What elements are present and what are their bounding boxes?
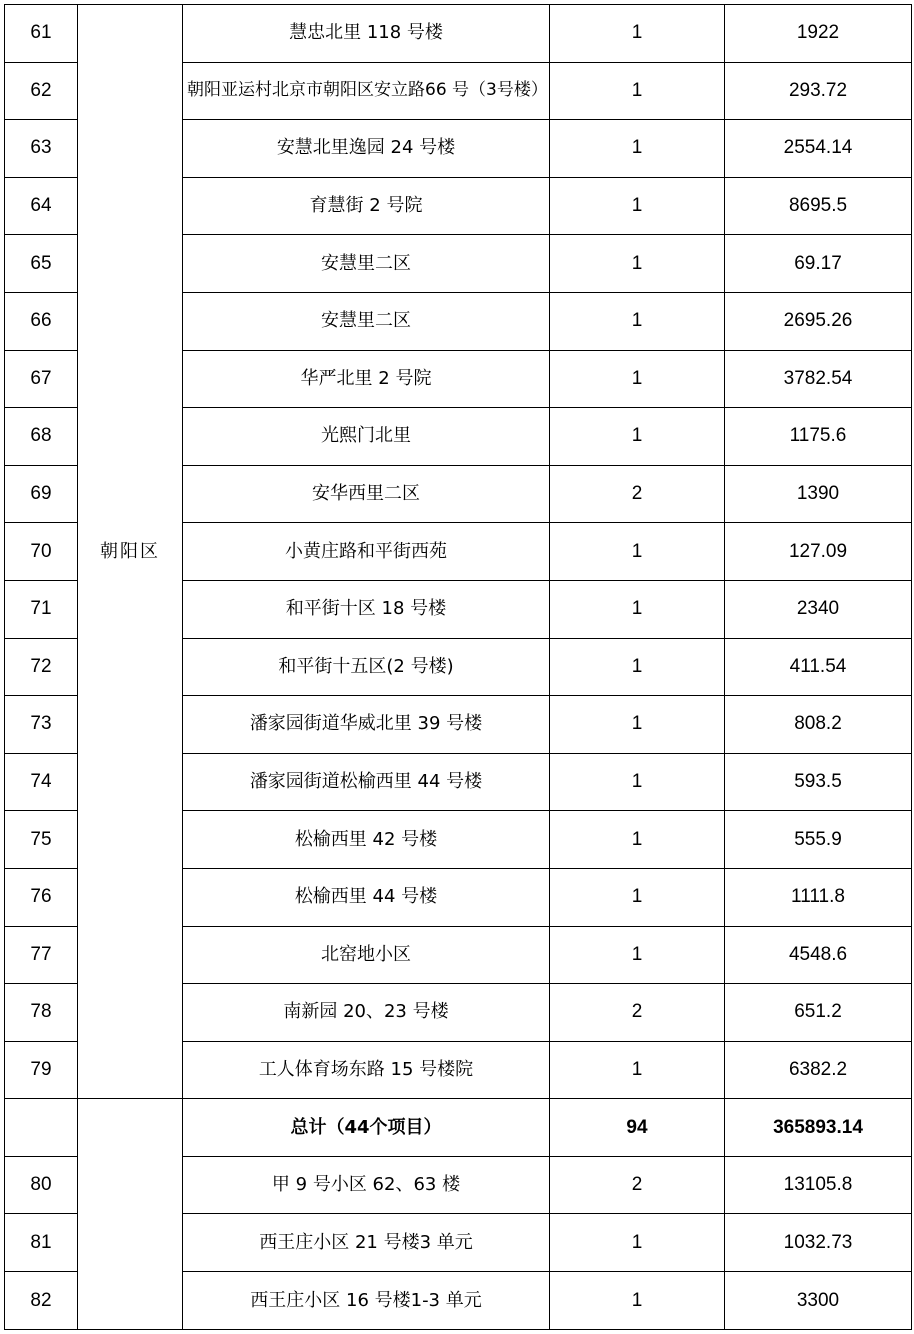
row-number: 62 bbox=[5, 62, 78, 120]
unit-count: 1 bbox=[550, 292, 725, 350]
area-value: 808.2 bbox=[725, 696, 912, 754]
unit-count: 1 bbox=[550, 1041, 725, 1099]
total-area: 365893.14 bbox=[725, 1099, 912, 1157]
row-number: 64 bbox=[5, 177, 78, 235]
area-value: 4548.6 bbox=[725, 926, 912, 984]
project-name: 华严北里 2 号院 bbox=[183, 350, 550, 408]
total-row bbox=[5, 1099, 912, 1157]
row-number: 73 bbox=[5, 696, 78, 754]
project-name: 光熙门北里 bbox=[183, 408, 550, 466]
project-name: 和平街十五区(2 号楼) bbox=[183, 638, 550, 696]
district-cell: 朝阳区 bbox=[78, 5, 183, 1099]
unit-count: 1 bbox=[550, 926, 725, 984]
row-number: 68 bbox=[5, 408, 78, 466]
row-number: 66 bbox=[5, 292, 78, 350]
area-value: 3300 bbox=[725, 1272, 912, 1330]
unit-count: 1 bbox=[550, 1272, 725, 1330]
row-number: 65 bbox=[5, 235, 78, 293]
unit-count: 1 bbox=[550, 580, 725, 638]
unit-count: 1 bbox=[550, 5, 725, 63]
project-name: 工人体育场东路 15 号楼院 bbox=[183, 1041, 550, 1099]
row-number: 67 bbox=[5, 350, 78, 408]
area-value: 1390 bbox=[725, 465, 912, 523]
unit-count: 1 bbox=[550, 753, 725, 811]
area-value: 13105.8 bbox=[725, 1156, 912, 1214]
row-number: 71 bbox=[5, 580, 78, 638]
unit-count: 2 bbox=[550, 1156, 725, 1214]
total-label: 总计（44个项目） bbox=[183, 1099, 550, 1157]
area-value: 69.17 bbox=[725, 235, 912, 293]
area-value: 3782.54 bbox=[725, 350, 912, 408]
row-number: 61 bbox=[5, 5, 78, 63]
area-value: 8695.5 bbox=[725, 177, 912, 235]
row-number: 75 bbox=[5, 811, 78, 869]
unit-count: 2 bbox=[550, 984, 725, 1042]
row-number: 72 bbox=[5, 638, 78, 696]
project-name: 安华西里二区 bbox=[183, 465, 550, 523]
area-value: 2554.14 bbox=[725, 120, 912, 178]
unit-count: 1 bbox=[550, 1214, 725, 1272]
unit-count: 1 bbox=[550, 811, 725, 869]
project-name: 西王庄小区 16 号楼1-3 单元 bbox=[183, 1272, 550, 1330]
district-cell-empty bbox=[78, 1099, 183, 1330]
table-body bbox=[5, 5, 912, 1330]
unit-count: 1 bbox=[550, 62, 725, 120]
unit-count: 2 bbox=[550, 465, 725, 523]
area-value: 2695.26 bbox=[725, 292, 912, 350]
area-value: 1111.8 bbox=[725, 868, 912, 926]
row-number: 76 bbox=[5, 868, 78, 926]
housing-table bbox=[4, 4, 912, 1330]
unit-count: 1 bbox=[550, 408, 725, 466]
row-number: 77 bbox=[5, 926, 78, 984]
row-number: 82 bbox=[5, 1272, 78, 1330]
row-number: 69 bbox=[5, 465, 78, 523]
row-number: 70 bbox=[5, 523, 78, 581]
row-number bbox=[5, 1099, 78, 1157]
project-name: 安慧里二区 bbox=[183, 292, 550, 350]
unit-count: 1 bbox=[550, 177, 725, 235]
area-value: 411.54 bbox=[725, 638, 912, 696]
project-name: 小黄庄路和平街西苑 bbox=[183, 523, 550, 581]
project-name: 甲 9 号小区 62、63 楼 bbox=[183, 1156, 550, 1214]
project-name: 和平街十区 18 号楼 bbox=[183, 580, 550, 638]
unit-count: 1 bbox=[550, 523, 725, 581]
row-number: 63 bbox=[5, 120, 78, 178]
row-number: 80 bbox=[5, 1156, 78, 1214]
project-name: 安慧北里逸园 24 号楼 bbox=[183, 120, 550, 178]
project-name: 北窑地小区 bbox=[183, 926, 550, 984]
unit-count: 1 bbox=[550, 235, 725, 293]
project-name: 慧忠北里 118 号楼 bbox=[183, 5, 550, 63]
project-name: 西王庄小区 21 号楼3 单元 bbox=[183, 1214, 550, 1272]
row-number: 79 bbox=[5, 1041, 78, 1099]
project-name: 育慧街 2 号院 bbox=[183, 177, 550, 235]
area-value: 1175.6 bbox=[725, 408, 912, 466]
unit-count: 1 bbox=[550, 638, 725, 696]
unit-count: 1 bbox=[550, 868, 725, 926]
area-value: 6382.2 bbox=[725, 1041, 912, 1099]
area-value: 293.72 bbox=[725, 62, 912, 120]
table-row bbox=[5, 5, 912, 63]
project-name: 安慧里二区 bbox=[183, 235, 550, 293]
area-value: 593.5 bbox=[725, 753, 912, 811]
project-name: 潘家园街道松榆西里 44 号楼 bbox=[183, 753, 550, 811]
project-name: 松榆西里 44 号楼 bbox=[183, 868, 550, 926]
total-count: 94 bbox=[550, 1099, 725, 1157]
project-name: 松榆西里 42 号楼 bbox=[183, 811, 550, 869]
area-value: 2340 bbox=[725, 580, 912, 638]
area-value: 1032.73 bbox=[725, 1214, 912, 1272]
area-value: 1922 bbox=[725, 5, 912, 63]
area-value: 555.9 bbox=[725, 811, 912, 869]
project-name: 朝阳亚运村北京市朝阳区安立路66 号（3号楼） bbox=[183, 62, 550, 120]
unit-count: 1 bbox=[550, 696, 725, 754]
project-name: 南新园 20、23 号楼 bbox=[183, 984, 550, 1042]
row-number: 78 bbox=[5, 984, 78, 1042]
unit-count: 1 bbox=[550, 120, 725, 178]
row-number: 74 bbox=[5, 753, 78, 811]
area-value: 651.2 bbox=[725, 984, 912, 1042]
unit-count: 1 bbox=[550, 350, 725, 408]
row-number: 81 bbox=[5, 1214, 78, 1272]
area-value: 127.09 bbox=[725, 523, 912, 581]
project-name: 潘家园街道华威北里 39 号楼 bbox=[183, 696, 550, 754]
